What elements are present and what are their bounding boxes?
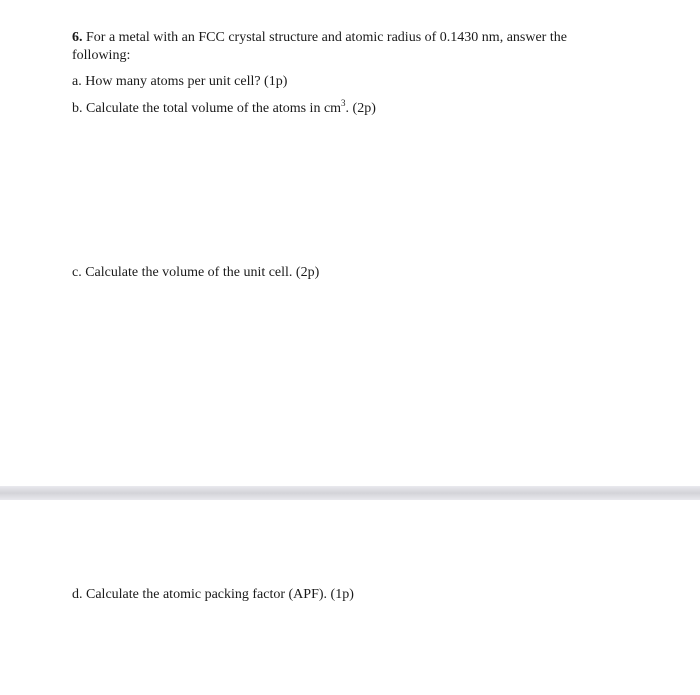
page-divider (0, 486, 700, 500)
question-intro-line-2: following: (72, 48, 131, 63)
part-b-points: . (2p) (345, 101, 376, 116)
part-b-exponent: 3 (341, 98, 346, 108)
part-d: d. Calculate the atomic packing factor (APF). (1p) (72, 587, 354, 602)
question-intro-line-1 (72, 29, 567, 47)
question-intro-text: For a metal with an FCC crystal structure and atomic radius of 0.1430 nm, answer the (82, 30, 567, 45)
question-number: 6. (72, 30, 83, 45)
part-b-text: b. Calculate the total volume of the atoms in cm (72, 101, 342, 116)
part-a: a. How many atoms per unit cell? (1p) (72, 74, 288, 89)
part-b (72, 100, 376, 118)
part-c: c. Calculate the volume of the unit cell. (2p) (72, 265, 320, 280)
